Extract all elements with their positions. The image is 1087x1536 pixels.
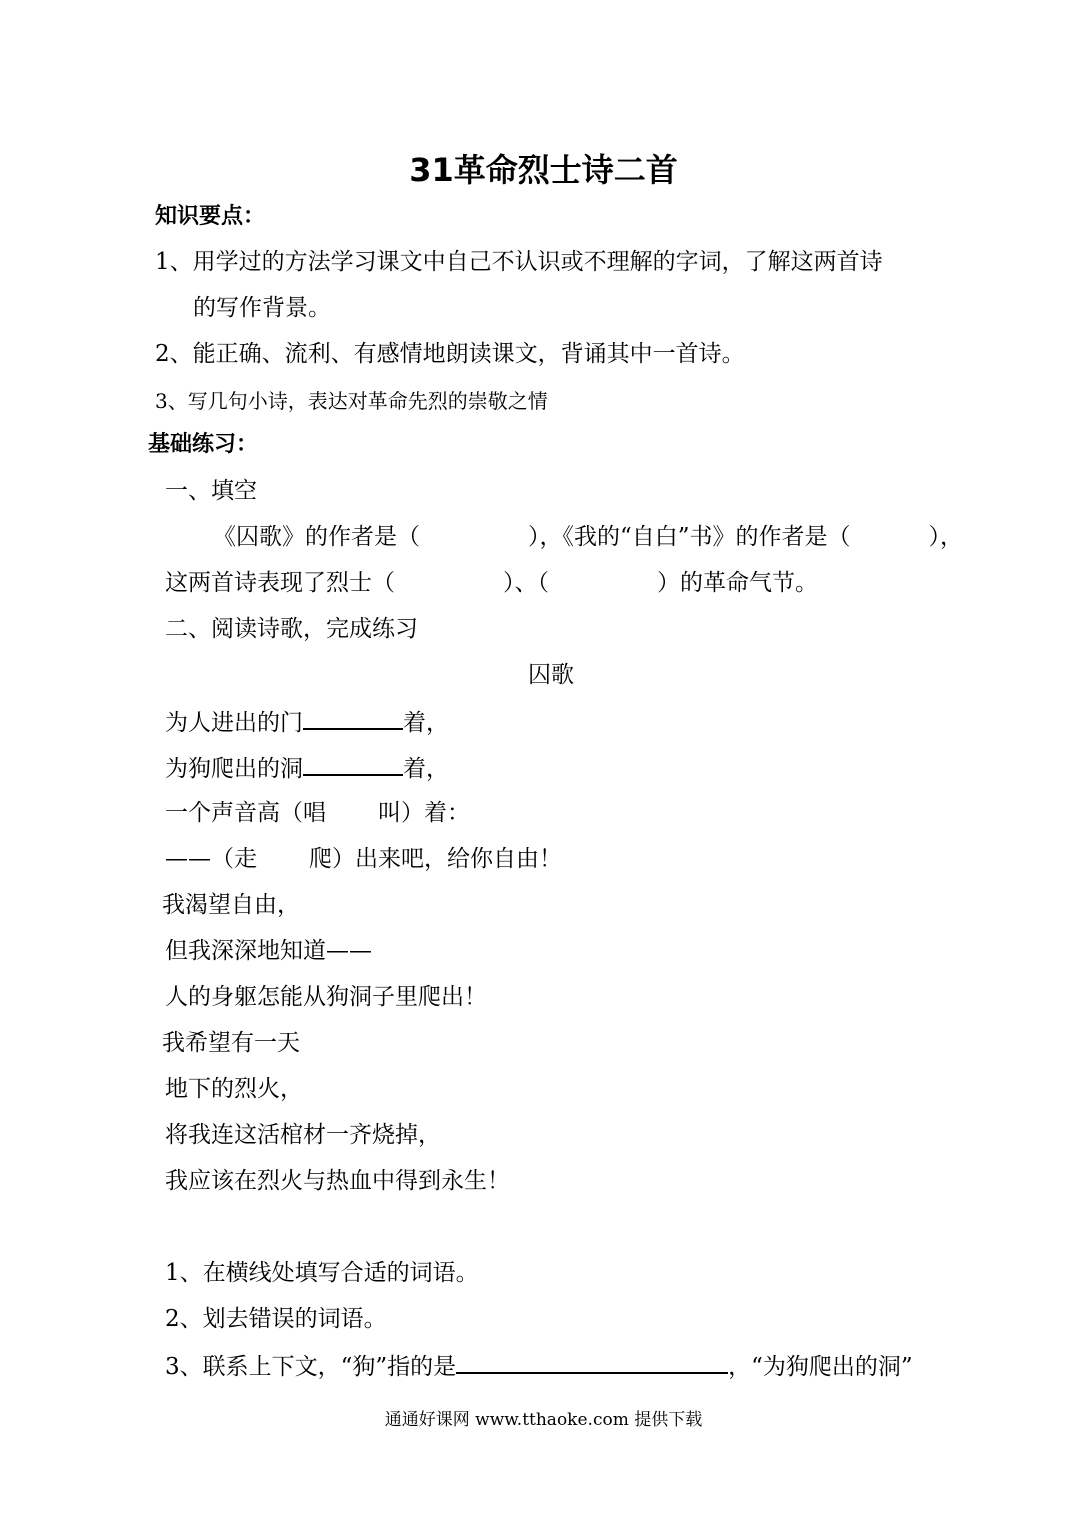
question-text: ，“为狗爬出的洞” bbox=[728, 1354, 913, 1380]
poem-text: 为狗爬出的洞 bbox=[165, 756, 303, 782]
practice-heading: 基础练习： bbox=[148, 432, 259, 457]
knowledge-item-1-cont: 的写作背景。 bbox=[193, 295, 331, 321]
question-1: 1、在横线处填写合适的词语。 bbox=[165, 1260, 479, 1286]
poem-title: 囚歌 bbox=[528, 662, 574, 688]
page-title: 31革命烈士诗二首 bbox=[409, 151, 678, 189]
poem-line-9: 地下的烈火， bbox=[165, 1076, 303, 1102]
poem-text: 爬）出来吧，给你自由！ bbox=[309, 846, 562, 872]
poem-line-7: 人的身躯怎能从狗洞子里爬出！ bbox=[165, 984, 487, 1010]
fill-blank-text: ）， bbox=[928, 524, 964, 550]
question-text: 3、联系上下文，“狗”指的是 bbox=[165, 1354, 457, 1380]
poem-line-11: 我应该在烈火与热血中得到永生！ bbox=[165, 1168, 510, 1194]
poem-text: 着， bbox=[403, 756, 449, 782]
fill-blank-text: ）、（ bbox=[503, 570, 549, 596]
section-reading-label: 二、阅读诗歌，完成练习 bbox=[165, 616, 418, 642]
answer-underline[interactable] bbox=[303, 752, 403, 776]
fill-blank-text: 《囚歌》的作者是（ bbox=[213, 524, 420, 550]
fill-blank-line-1 bbox=[213, 522, 963, 552]
knowledge-item-3: 3、写几句小诗，表达对革命先烈的崇敬之情 bbox=[155, 389, 548, 413]
answer-underline[interactable] bbox=[303, 706, 403, 730]
poem-line-4 bbox=[165, 844, 562, 874]
question-2: 2、划去错误的词语。 bbox=[165, 1306, 387, 1332]
footer-credit: 通通好课网 www.tthaoke.com 提供下载 bbox=[384, 1410, 703, 1430]
poem-line-5: 我渴望自由， bbox=[162, 892, 300, 918]
poem-text: 为人进出的门 bbox=[165, 710, 303, 736]
fill-blank-text: 这两首诗表现了烈士（ bbox=[165, 570, 395, 596]
poem-line-6: 但我深深地知道—— bbox=[165, 938, 372, 964]
poem-line-2 bbox=[165, 752, 449, 784]
knowledge-heading: 知识要点： bbox=[155, 204, 266, 229]
knowledge-item-2: 2、能正确、流利、有感情地朗读课文，背诵其中一首诗。 bbox=[155, 341, 745, 367]
poem-text: ——（走 bbox=[165, 846, 257, 872]
answer-underline[interactable] bbox=[456, 1350, 728, 1374]
poem-text: 着， bbox=[403, 710, 449, 736]
section-fill-blank-label: 一、填空 bbox=[165, 478, 257, 504]
poem-line-3 bbox=[165, 798, 470, 828]
question-3 bbox=[165, 1350, 913, 1382]
fill-blank-text: ）的革命气节。 bbox=[657, 570, 818, 596]
fill-blank-text: ），《我的“自白”书》的作者是（ bbox=[528, 524, 851, 550]
poem-line-10: 将我连这活棺材一齐烧掉， bbox=[165, 1122, 441, 1148]
fill-blank-line-2 bbox=[165, 568, 818, 598]
poem-text: 一个声音高（唱 bbox=[165, 800, 326, 826]
poem-line-8: 我希望有一天 bbox=[162, 1030, 300, 1056]
knowledge-item-1: 1、用学过的方法学习课文中自己不认识或不理解的字词，了解这两首诗 bbox=[155, 249, 883, 275]
poem-text: 叫）着： bbox=[378, 800, 470, 826]
poem-line-1 bbox=[165, 706, 449, 738]
